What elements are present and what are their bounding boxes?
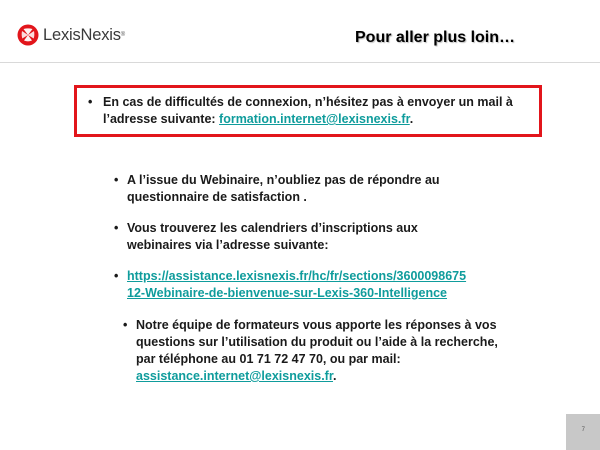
list-item-text: A l’issue du Webinaire, n’oubliez pas de répondre au questionnaire de satisfaction . [127,173,440,204]
bullet-icon: • [114,221,119,235]
bullet-icon: • [114,269,119,283]
list-item-calendar-link [114,268,467,302]
calendar-url-link[interactable]: https://assistance.lexisnexis.fr/hc/fr/sections/360009867512-Webinaire-de-bienvenue-sur-Lexis-360-Intelligence [127,269,467,300]
list-item-webinar-survey [114,172,487,206]
callout-text [88,94,539,128]
logo-text: LexisNexis [43,25,121,44]
page-number-box [566,414,600,450]
contact-callout-box [74,85,542,137]
list-item-text: Vous trouverez les calendriers d’inscriptions aux webinaires via l’adresse suivante: [127,221,418,252]
page-number: 7 [581,427,585,433]
lexisnexis-logo-icon [17,24,39,46]
header-divider [0,62,600,63]
bullet-icon: • [114,173,119,187]
lexisnexis-logo [17,24,125,46]
formation-email-link[interactable]: formation.internet@lexisnexis.fr [219,112,410,126]
callout-message: En cas de difficultés de connexion, n’hésitez pas à envoyer un mail à l’adresse suivante: [103,95,513,126]
list-item-support [123,317,501,385]
list-item-suffix: . [333,369,337,383]
slide-header [0,0,600,64]
slide-title: Pour aller plus loin… [355,29,516,46]
bullet-icon: • [88,95,93,109]
support-email-link[interactable]: assistance.internet@lexisnexis.fr [136,369,334,383]
list-item-calendar [114,220,457,254]
callout-suffix: . [409,112,414,126]
list-item-text: Notre équipe de formateurs vous apporte les réponses à vos questions sur l’utilisation du produit ou l’aide à la recherche, par téléphone au 01 71 72 47 70, ou par mail: [136,318,498,366]
logo-trademark: ® [120,32,126,38]
bullet-icon: • [123,318,128,332]
